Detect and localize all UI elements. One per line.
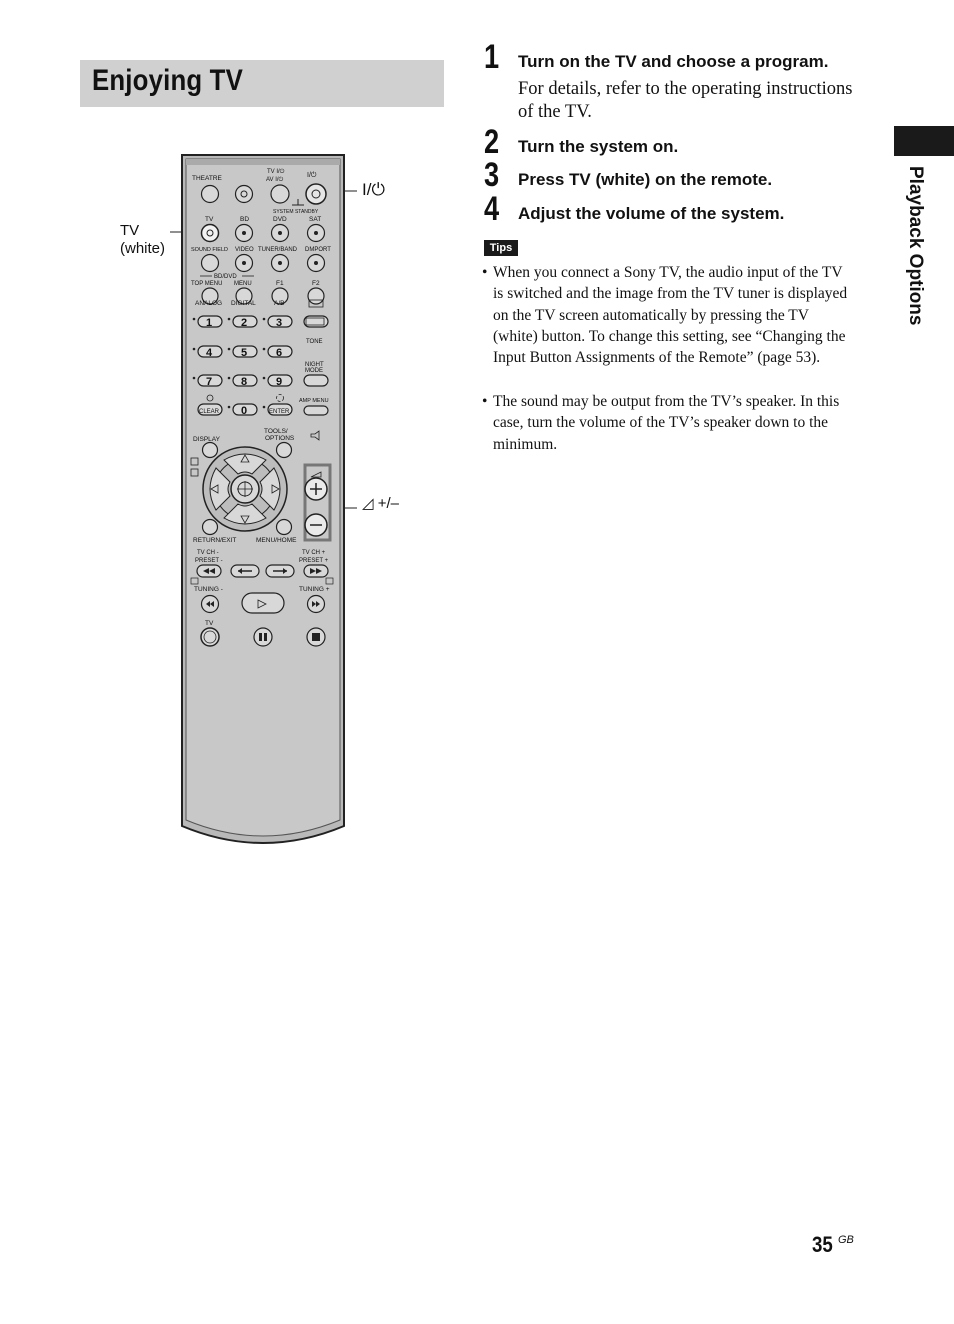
remote-digit: 7	[206, 376, 213, 388]
bullet: •	[482, 264, 488, 281]
remote-label: BD	[240, 216, 250, 223]
remote-label: TV CH +	[302, 550, 326, 556]
remote-label: SAT	[309, 216, 322, 223]
remote-label: TUNING -	[194, 586, 223, 593]
remote-digit: 1	[206, 317, 213, 329]
remote-label: RETURN/EXIT	[193, 537, 237, 544]
step-number: 2	[484, 123, 500, 161]
remote-digit: 8	[241, 376, 248, 388]
remote-label: THEATRE	[192, 175, 222, 182]
callout-tv-line1: TV	[120, 222, 140, 239]
remote-label: F2	[312, 280, 320, 287]
remote-label: TOP MENU	[191, 281, 223, 287]
tip-text: The sound may be output from the TV’s speaker. In this case, turn the volume of the TV’s speaker down to the minimum.	[493, 393, 840, 453]
remote-digit: 4	[206, 347, 213, 359]
page-title: Enjoying TV	[92, 64, 243, 97]
callout-tv-line2: (white)	[120, 240, 166, 257]
remote-digit: 5	[241, 347, 248, 359]
remote-label: ENTER	[269, 409, 290, 415]
remote-label: ANALOG	[195, 300, 223, 307]
remote-label: F1	[276, 280, 284, 287]
remote-label: TONE	[306, 339, 323, 345]
callout-power: I/⏻	[362, 180, 385, 199]
step-title: Adjust the volume of the system.	[518, 204, 785, 223]
remote-label: SOUND FIELD	[191, 247, 228, 253]
step-number: 3	[484, 156, 500, 194]
remote-label: CLEAR	[199, 409, 220, 415]
step-description: For details, refer to the operating instructions of the TV.	[518, 79, 853, 122]
remote-label: DIGITAL	[231, 300, 256, 307]
step-number: 1	[484, 38, 500, 76]
remote-label: A/B	[274, 300, 285, 307]
callout-volume: ◿ +/–	[362, 495, 399, 512]
remote-label: SYSTEM STANDBY	[273, 209, 319, 215]
side-tab-label: Playback Options	[905, 166, 926, 326]
step-number: 4	[484, 190, 500, 228]
step-title: Turn on the TV and choose a program.	[518, 52, 829, 71]
remote-label: TUNING +	[299, 586, 330, 593]
remote-label: PRESET -	[195, 558, 223, 564]
step-title: Press TV (white) on the remote.	[518, 170, 773, 189]
remote-label: AMP MENU	[299, 398, 329, 404]
remote-digit: 9	[276, 376, 283, 388]
remote-label: MENU/HOME	[256, 537, 297, 544]
tips-badge: Tips	[484, 240, 518, 256]
remote-label: DISPLAY	[193, 436, 220, 443]
remote-label: TV	[205, 216, 214, 223]
remote-label: TV	[205, 620, 214, 627]
remote-label: DMPORT	[305, 247, 331, 253]
remote-digit: 3	[276, 317, 283, 329]
step-title: Turn the system on.	[518, 137, 679, 156]
remote-label: DVD	[273, 216, 287, 223]
remote-label: TV I/⏻	[267, 169, 285, 175]
remote-label: BD/DVD	[214, 274, 237, 280]
remote-digit: 6	[276, 347, 283, 359]
remote-label: MENU	[234, 281, 252, 287]
remote-label: VIDEO	[235, 247, 254, 253]
remote-label: MODE	[305, 368, 323, 374]
remote-label: TUNER/BAND	[258, 247, 298, 253]
page-number-suffix: GB	[838, 1234, 854, 1246]
remote-label: TV CH -	[197, 550, 219, 556]
remote-label: AV I/⏻	[266, 177, 284, 183]
remote-label: TOOLS/	[264, 428, 288, 435]
remote-label: OPTIONS	[265, 435, 295, 442]
remote-label: I/⏻	[307, 172, 317, 179]
remote-label: PRESET +	[299, 558, 329, 564]
remote-digit: 2	[241, 317, 248, 329]
page-number: 35	[812, 1232, 833, 1257]
tip-text: When you connect a Sony TV, the audio input of the TV is switched and the image from the TV tuner is displayed on the TV screen automatically by pressing the TV (white) button. To change this setting, see “Changing the Input Button Assignments of the Remote” (page 53).	[493, 264, 848, 367]
remote-label: NIGHT	[305, 362, 324, 368]
remote-digit: 0	[241, 405, 248, 417]
bullet: •	[482, 393, 488, 410]
